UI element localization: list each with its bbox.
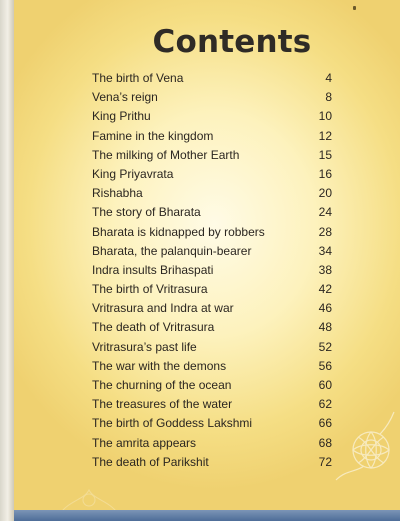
table-of-contents bbox=[92, 71, 332, 474]
toc-entry[interactable] bbox=[92, 378, 332, 397]
toc-entry[interactable] bbox=[92, 416, 332, 435]
toc-entry[interactable] bbox=[92, 129, 332, 148]
toc-entry[interactable] bbox=[92, 397, 332, 416]
toc-entry[interactable] bbox=[92, 263, 332, 282]
toc-entry-page: 15 bbox=[318, 147, 332, 162]
toc-entry-title: The birth of Vena bbox=[92, 71, 184, 85]
toc-entry-page: 68 bbox=[318, 435, 332, 450]
toc-entry-page: 16 bbox=[318, 166, 332, 181]
toc-entry-title: Famine in the kingdom bbox=[92, 128, 214, 143]
toc-entry[interactable] bbox=[92, 244, 332, 263]
toc-entry-page: 28 bbox=[318, 224, 332, 239]
toc-entry-title: The birth of Vritrasura bbox=[92, 282, 208, 297]
toc-entry-page: 38 bbox=[318, 262, 332, 277]
toc-entry-page: 52 bbox=[318, 339, 332, 354]
toc-entry-title: The amrita appears bbox=[92, 435, 197, 450]
toc-entry[interactable] bbox=[92, 90, 332, 109]
toc-entry-page: 12 bbox=[318, 128, 332, 143]
toc-entry[interactable] bbox=[92, 282, 332, 301]
cover-edge bbox=[14, 510, 400, 521]
page-title: Contents bbox=[152, 24, 312, 60]
toc-entry[interactable] bbox=[92, 340, 332, 359]
toc-entry-page: 24 bbox=[318, 205, 332, 220]
toc-entry[interactable] bbox=[92, 320, 332, 339]
toc-entry-title: King Prithu bbox=[92, 109, 151, 124]
toc-entry-title: The war with the demons bbox=[92, 358, 227, 373]
toc-entry-title: Rishabha bbox=[92, 186, 143, 201]
toc-entry-title: The death of Vritrasura bbox=[92, 320, 215, 335]
toc-entry[interactable] bbox=[92, 205, 332, 224]
toc-entry-page: 20 bbox=[318, 186, 332, 201]
toc-entry[interactable] bbox=[92, 109, 332, 128]
toc-entry-page: 66 bbox=[318, 416, 332, 431]
toc-entry-title: Bharata, the palanquin-bearer bbox=[92, 243, 252, 258]
toc-entry-title: The story of Bharata bbox=[92, 205, 201, 220]
toc-entry-title: Vena’s reign bbox=[92, 90, 158, 105]
toc-entry[interactable] bbox=[92, 436, 332, 455]
toc-entry-title: Vritrasura and Indra at war bbox=[92, 301, 234, 316]
toc-entry-title: The birth of Goddess Lakshmi bbox=[92, 416, 253, 431]
toc-entry[interactable] bbox=[92, 359, 332, 378]
toc-entry-page: 8 bbox=[325, 90, 332, 105]
toc-entry-page: 72 bbox=[318, 454, 332, 469]
page-mark bbox=[353, 6, 356, 10]
toc-entry-title: Bharata is kidnapped by robbers bbox=[92, 224, 265, 239]
toc-entry-page: 10 bbox=[318, 109, 332, 124]
floral-ornament-icon bbox=[316, 400, 400, 490]
contents-page bbox=[14, 0, 400, 510]
toc-entry-page: 34 bbox=[318, 243, 332, 258]
book-spine bbox=[0, 0, 14, 521]
toc-entry-page: 56 bbox=[318, 358, 332, 373]
toc-entry[interactable] bbox=[92, 148, 332, 167]
toc-entry[interactable] bbox=[92, 71, 332, 90]
toc-entry[interactable] bbox=[92, 167, 332, 186]
toc-entry-title: The treasures of the water bbox=[92, 397, 233, 412]
toc-entry-page: 60 bbox=[318, 378, 332, 392]
toc-entry-page: 46 bbox=[318, 301, 332, 316]
toc-entry-page: 4 bbox=[325, 71, 332, 85]
toc-entry-title: Vritrasura’s past life bbox=[92, 339, 197, 354]
toc-entry-page: 48 bbox=[318, 320, 332, 335]
toc-entry[interactable] bbox=[92, 301, 332, 320]
toc-entry-title: The churning of the ocean bbox=[92, 378, 232, 392]
toc-entry-page: 42 bbox=[318, 282, 332, 297]
toc-entry-title: Indra insults Brihaspati bbox=[92, 262, 214, 277]
toc-entry[interactable] bbox=[92, 186, 332, 205]
toc-entry-title: The death of Parikshit bbox=[92, 454, 209, 469]
toc-entry-page: 62 bbox=[318, 397, 332, 412]
toc-entry-title: King Priyavrata bbox=[92, 166, 174, 181]
toc-entry[interactable] bbox=[92, 455, 332, 474]
floral-ornament-icon bbox=[54, 470, 124, 510]
toc-entry-title: The milking of Mother Earth bbox=[92, 147, 240, 162]
toc-entry[interactable] bbox=[92, 225, 332, 244]
